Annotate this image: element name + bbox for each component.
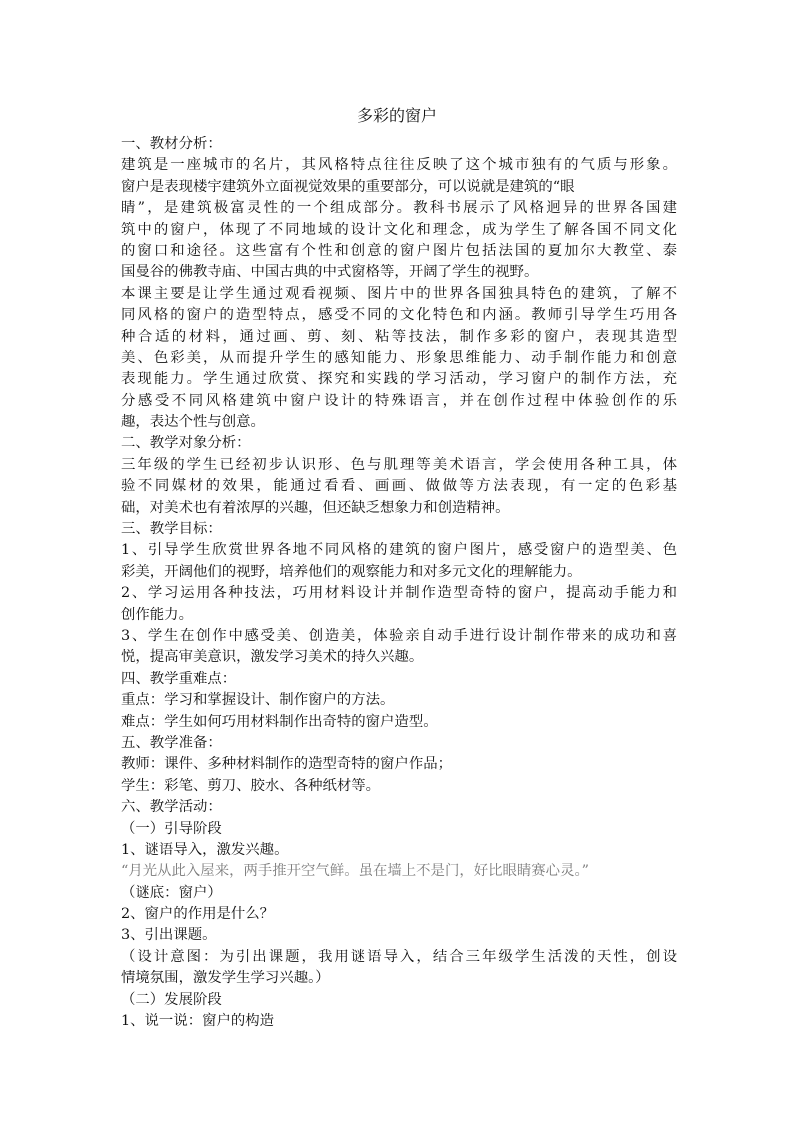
text-line: 同风格的窗户的造型特点，感受不同的文化特色和内涵。教师引导学生巧用各 <box>121 307 677 324</box>
text-line: 2、学习运用各种技法，巧用材料设计并制作造型奇特的窗户，提高动手能力和 <box>121 585 677 602</box>
text-line: 1、谜语导入，激发兴趣。 <box>121 841 289 858</box>
text-line: 2、窗户的作用是什么？ <box>121 906 275 923</box>
text-line: 四、教学重难点： <box>121 670 237 687</box>
text-line: 睛”，是建筑极富灵性的一个组成部分。教科书展示了风格迥异的世界各国建 <box>121 200 677 217</box>
text-line: 国曼谷的佛教寺庙、中国古典的中式窗格等，开阔了学生的视野。 <box>121 264 539 281</box>
text-line: 3、引出课题。 <box>121 927 217 944</box>
document-body <box>121 134 677 1032</box>
text-line: 表现能力。学生通过欣赏、探究和实践的学习活动，学习窗户的制作方法，充 <box>121 371 677 388</box>
text-line: 1、引导学生欣赏世界各地不同风格的建筑的窗户图片，感受窗户的造型美、色 <box>121 542 677 559</box>
text-line: 趣，表达个性与创意。 <box>121 414 265 431</box>
text-line: 创作能力。 <box>121 606 193 623</box>
text-line: 1、说一说：窗户的构造 <box>121 1013 275 1030</box>
text-line: 的窗口和途径。这些富有个性和创意的窗户图片包括法国的夏加尔大教堂、泰 <box>121 242 677 259</box>
text-line: 五、教学准备： <box>121 734 222 751</box>
text-line: （一）引导阶段 <box>121 820 222 837</box>
text-line: 美、色彩美，从而提升学生的感知能力、形象思维能力、动手制作能力和创意 <box>121 349 677 366</box>
text-line: （谜底：窗户） <box>121 884 222 901</box>
text-line: （设计意图：为引出课题，我用谜语导入，结合三年级学生活泼的天性，创设 <box>121 948 677 965</box>
text-line: 六、教学活动： <box>121 799 222 816</box>
text-line: “月光从此入屋来，两手推开空气鲜。虽在墙上不是门，好比眼睛赛心灵。” <box>121 863 590 880</box>
document-title: 多彩的窗户 <box>356 106 437 125</box>
text-line: 情境氛围，激发学生学习兴趣。） <box>121 970 330 987</box>
text-line: 筑中的窗户，体现了不同地域的设计文化和理念，成为学生了解各国不同文化 <box>121 221 677 238</box>
text-line: 重点：学习和掌握设计、制作窗户的方法。 <box>121 692 395 709</box>
text-line: 本课主要是让学生通过观看视频、图片中的世界各国独具特色的建筑，了解不 <box>121 285 677 302</box>
text-line: 验不同媒材的效果，能通过看看、画画、做做等方法表现，有一定的色彩基 <box>121 478 677 495</box>
text-line: 础，对美术也有着浓厚的兴趣，但还缺乏想象力和创造精神。 <box>121 499 510 516</box>
text-line: 种合适的材料，通过画、剪、刻、粘等技法，制作多彩的窗户，表现其造型 <box>121 328 677 345</box>
text-line: （二）发展阶段 <box>121 991 222 1008</box>
text-line: 悦，提高审美意识，激发学习美术的持久兴趣。 <box>121 649 424 666</box>
text-line: 分感受不同风格建筑中窗户设计的特殊语言，并在创作过程中体验创作的乐 <box>121 392 677 409</box>
text-line: 一、教材分析： <box>121 136 222 152</box>
text-line: 窗户是表现楼宇建筑外立面视觉效果的重要部分，可以说就是建筑的“眼 <box>121 178 575 195</box>
text-line: 3、学生在创作中感受美、创造美，体验亲自动手进行设计制作带来的成功和喜 <box>121 627 677 644</box>
text-line: 难点：学生如何巧用材料制作出奇特的窗户造型。 <box>121 713 438 730</box>
text-line: 二、教学对象分析： <box>121 435 251 452</box>
text-line: 彩美，开阔他们的视野，培养他们的观察能力和对多元文化的理解能力。 <box>121 563 582 580</box>
text-line: 学生：彩笔、剪刀、胶水、各种纸材等。 <box>121 777 381 794</box>
text-line: 三、教学目标： <box>121 521 222 538</box>
text-line: 教师：课件、多种材料制作的造型奇特的窗户作品； <box>121 756 452 773</box>
text-line: 三年级的学生已经初步认识形、色与肌理等美术语言，学会使用各种工具，体 <box>121 456 677 473</box>
text-line: 建筑是一座城市的名片，其风格特点往往反映了这个城市独有的气质与形象。 <box>121 157 677 174</box>
